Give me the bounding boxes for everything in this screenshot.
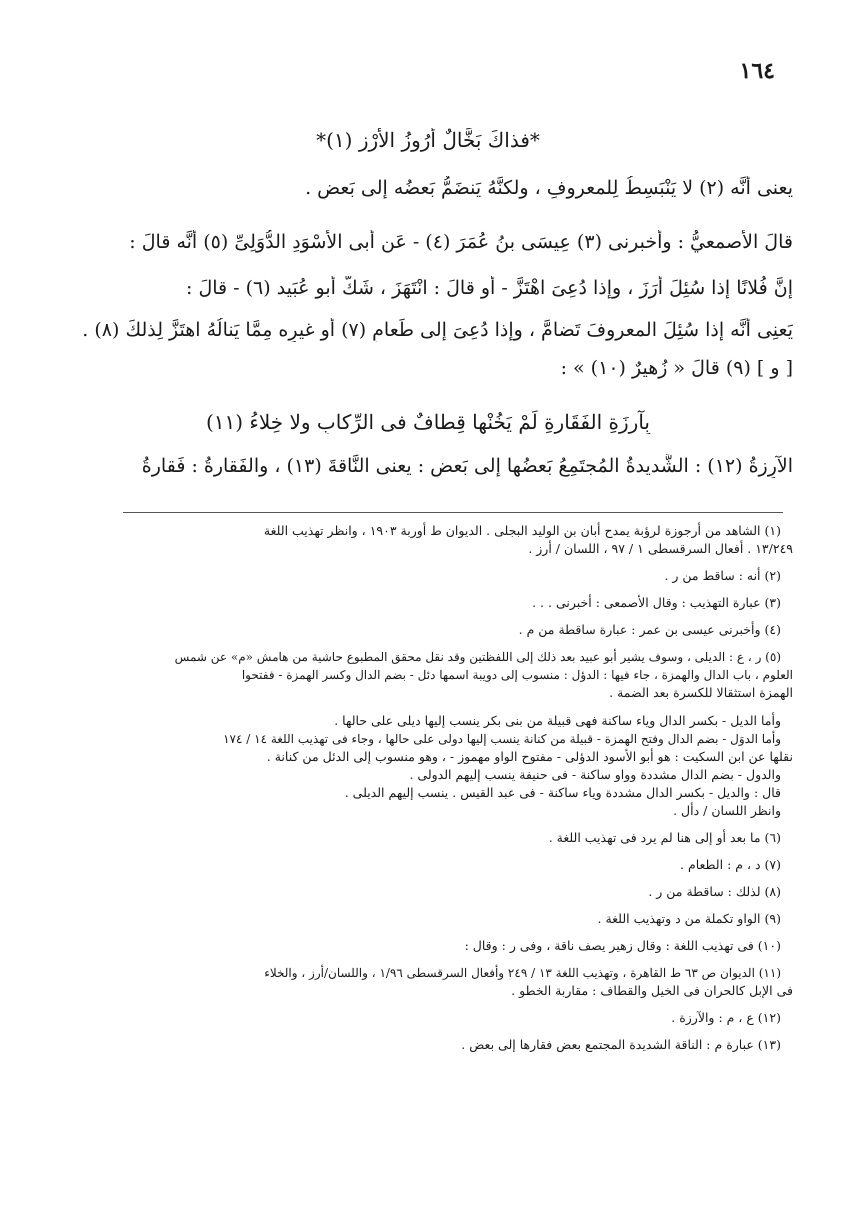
- footnote-3: [68, 594, 793, 612]
- text-line-2: يعنى أنَّه (٢) لا يَنْبَسِطُ لِلمعروفِ ، ولكنَّهُ يَنضَمُّ بَعضُه إلى بَعضٍ .: [305, 177, 793, 199]
- page-number: ١٦٤: [739, 58, 775, 84]
- footnote-9: [68, 910, 793, 928]
- footnote-10: [68, 937, 793, 955]
- footnote-line: (١) الشاهد من أرجوزة لرؤبة يمدح أبان بن الوليد البجلى . الديوان ط أوربة ١٩٠٣ ، وانظر تهذيب اللغة: [263, 523, 781, 538]
- footnote-line: وأما الديل - بكسر الدال وياء ساكنة فهى قبيلة من بنى بكر ينسب إليها ديلى على حالها .: [334, 713, 781, 728]
- footnote-4: [68, 621, 793, 639]
- footnote-line: (١٢) ع ، م : والآرزة .: [671, 1010, 781, 1025]
- footnote-13: [68, 1036, 793, 1054]
- footnote-line: الهمزة استثقالا للكسرة بعد الضمة .: [609, 685, 793, 700]
- footnote-line: (٤) وأخبرنى عيسى بن عمر : عبارة ساقطة من م .: [518, 622, 781, 637]
- footnote-line: (٥) ر ، ع : الديلى ، وسوف يشير أبو عبيد بعد ذلك إلى اللفظتين وقد نقل محقق المطبوع حاشية من هامش «م» عن شمس: [174, 650, 781, 664]
- footnote-separator: [123, 512, 783, 513]
- footnote-6: [68, 829, 793, 847]
- footnote-line: (١٠) فى تهذيب اللغة : وقال زهير يصف ناقة ، وفى ر : وقال :: [464, 938, 781, 953]
- footnote-line: العلوم ، باب الدال والهمزة ، جاء فيها : الدؤل : منسوب إلى دويبة اسمها دئل - بضم الدال وكسر الهمزة - ففتحوا: [241, 668, 793, 682]
- footnote-line: قال : والديل - بكسر الدال مشددة وياء ساكنة - فى عبد القيس . ينسب إليهم الديلى .: [344, 785, 781, 800]
- footnote-1: [68, 522, 793, 558]
- text-line-5: يَعنِى أنَّه إذا سُئِلَ المعروفَ تَضامَّ ، وإذا دُعِىَ إلى طَعامٍ (٧) أو غيرِه مِمَّا يَنالُهُ اهتَزَّ لِذلكَ (٨) .: [82, 319, 793, 341]
- footnote-line: ١٣/٢٤٩ . أفعال السرقسطى ١ / ٩٧ ، اللسان / أرز .: [528, 541, 793, 556]
- footnote-5: [68, 648, 793, 820]
- footnote-7: [68, 856, 793, 874]
- footnote-11: [68, 964, 793, 1000]
- footnote-line: (٣) عبارة التهذيب : وقال الأصمعى : أخبرنى . . .: [532, 595, 781, 610]
- footnote-12: [68, 1009, 793, 1027]
- footnote-line: (١٣) عبارة م : الناقة الشديدة المجتمع بعض فقارها إلى بعض .: [461, 1037, 781, 1052]
- footnote-2: [68, 567, 793, 585]
- verse-line-1: *فذاكَ بَخَّالٌ أَرُوزُ الأَرْزِ (١)*: [316, 128, 540, 152]
- text-line-6: [ و ] (٩) قالَ « زُهيرٌ (١٠) » :: [560, 357, 793, 379]
- footnote-line: (٧) د ، م : الطعام .: [680, 857, 781, 872]
- text-line-3: قالَ الأَصمعيُّ : وأَخبرنى (٣) عِيسَى بنُ عُمَرَ (٤) - عَن أَبى الأَسْوَدِ الدُّوَلِىِّ (٥) أَنَّه قالَ :: [129, 231, 793, 253]
- footnote-line: وأما الدوَل - بضم الدال وفتح الهمزة - قبيلة من كنانة ينسب إليها دولى على حالها ، وجاء فى تهذيب اللغة ١٤ / ١٧٤: [223, 732, 781, 746]
- footnote-line: والدول - بضم الدال مشددة وواو ساكنة - فى حنيفة ينسب إليهم الدولى .: [409, 767, 781, 782]
- footnotes: [68, 522, 793, 1063]
- footnote-line: فى الإبل كالحران فى الخيل والقطاف : مقاربة الخطو .: [511, 983, 793, 998]
- footnote-line: (٦) ما بعد أو إلى هنا لم يرد فى تهذيب اللغة .: [548, 830, 781, 845]
- footnote-line: (١١) الديوان ص ٦٣ ط القاهرة ، وتهذيب اللغة ١٣ / ٢٤٩ وأفعال السرقسطى ١/٩٦ ، واللسان/أرز ، والخلاء: [264, 966, 781, 980]
- footnote-line: وانظر اللسان / دأل .: [673, 803, 781, 818]
- footnote-line: نقلها عن ابن السكيت : هو أبو الأسود الدؤلى - مفتوح الواو مهموز - ، وهو منسوب إلى الدئل من كنانة .: [266, 749, 793, 764]
- text-line-4: إنَّ فُلانًا إذا سُئِلَ أَرَزَ ، وإذا دُعِىَ اهْتَزَّ - أو قالَ : انْتَهَزَ ، شَكَّ أبو عُبَيد (٦) - قالَ :: [186, 277, 793, 299]
- footnote-line: (٩) الواو تكملة من د وتهذيب اللغة .: [597, 911, 781, 926]
- verse-line-7: بِآرِزَةِ الفَقَارةِ لَمْ يَخُنْها قِطافٌ فى الرِّكابِ ولا خِلاءُ (١١): [205, 410, 651, 434]
- text-line-8: الآرِزةُ (١٢) : الشَّديدةُ المُجتَمِعُ بَعضُها إلى بَعضٍ : يعنى النَّاقةَ (١٣) ، والفَقارةُ : فَقارةُ: [141, 455, 793, 477]
- footnote-8: [68, 883, 793, 901]
- footnote-line: (٢) أنه : ساقط من ر .: [664, 568, 781, 583]
- footnote-line: (٨) لذلك : ساقطة من ر .: [648, 884, 781, 899]
